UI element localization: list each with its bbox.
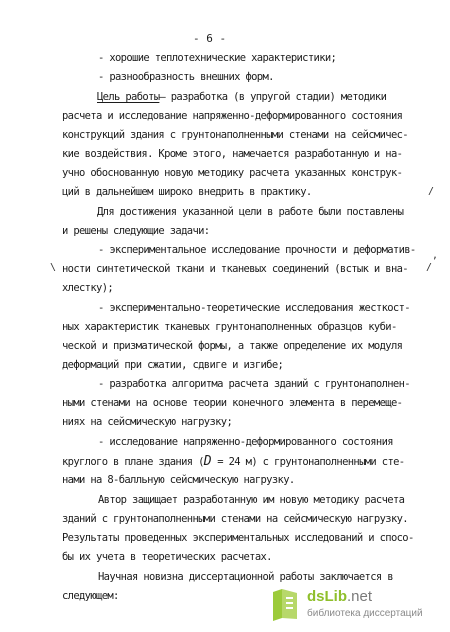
- text-line-7: учно обоснованную новую методику расчета указанных конструк-: [62, 167, 403, 179]
- text-line-27: бы их учета в теоретических расчетах.: [62, 551, 272, 563]
- text-line-18: - разработка алгоритма расчета зданий с грунтонаполнен-: [98, 378, 410, 390]
- dslib-subtitle: библиотека диссертаций: [307, 608, 423, 619]
- text-line-13: хлестку);: [62, 282, 114, 294]
- diameter-symbol: D: [203, 454, 212, 469]
- text-line-1: - хорошие теплотехнические характеристики;: [98, 52, 337, 64]
- text-line-5: конструкций здания с грунтонаполненными стенами на сейсмичес-: [62, 129, 408, 141]
- text-line-14: - экспериментально-теоретические исследования жесткост-: [98, 302, 410, 314]
- text-line-22: [62, 455, 404, 469]
- text-line-29: следующем:: [62, 590, 119, 602]
- line-22-end: = 24 м) с грунтонаполненными сте-: [211, 456, 405, 468]
- dslib-logo-icon: [267, 588, 303, 622]
- dslib-brand-suffix: .net: [347, 588, 373, 605]
- text-line-6: кие воздействия. Кроме этого, намечается разработанную и на-: [62, 148, 403, 160]
- text-line-3: [97, 91, 386, 104]
- text-line-15: ных характеристик тканевых грунтонаполненных образцов куби-: [62, 321, 397, 333]
- text-line-2: - разнообразность внешних форм.: [98, 71, 274, 83]
- text-line-25: зданий с грунтонаполненными стенами на сейсмическую нагрузку.: [62, 513, 408, 525]
- text-line-20: ниях на сейсмическую нагрузку;: [62, 416, 233, 428]
- goal-label: Цель работы: [97, 91, 160, 103]
- dslib-watermark: [267, 586, 442, 626]
- page-number: - 6 -: [193, 32, 227, 45]
- margin-mark-3: \: [50, 262, 57, 273]
- text-line-11: - экспериментальное исследование прочности и деформатив-: [98, 244, 416, 256]
- text-line-16: ческой и призматической формы, а также определение их модуля: [62, 340, 403, 352]
- text-line-21: - исследование напряженно-деформированного состояния: [98, 436, 393, 448]
- goal-text: – разработка (в упругой стадии) методики: [159, 91, 387, 103]
- text-line-19: ными стенами на основе теории конечного элемента в перемеще-: [62, 397, 403, 409]
- text-line-8: ций в дальнейшем широко внедрить в практику.: [62, 186, 312, 198]
- text-line-9: Для достижения указанной цели в работе были поставлены: [97, 206, 404, 218]
- dslib-brand: [307, 588, 372, 605]
- text-line-28: Научная новизна диссертационной работы заключается в: [98, 571, 393, 583]
- text-line-12: ности синтетической ткани и тканевых соединений (встык и вна-: [62, 263, 408, 275]
- text-line-10: и решены следующие задачи:: [62, 225, 210, 237]
- text-line-24: Автор защищает разработанную им новую методику расчета: [98, 494, 405, 506]
- line-22-start: круглого в плане здания (: [62, 456, 204, 468]
- dslib-brand-main: dsLib: [307, 588, 347, 605]
- text-line-4: расчета и исследование напряженно-деформированного состояния: [62, 110, 403, 122]
- margin-mark-1: /: [428, 186, 435, 197]
- text-line-23: нами на 8-балльную сейсмическую нагрузку.: [62, 474, 295, 486]
- text-line-17: деформаций при сжатии, сдвиге и изгибе;: [62, 359, 284, 371]
- margin-mark-4: /: [426, 262, 433, 273]
- text-line-26: Результаты проведенных экспериментальных исследований и спосо-: [62, 532, 414, 544]
- margin-mark-2: ,: [432, 250, 439, 261]
